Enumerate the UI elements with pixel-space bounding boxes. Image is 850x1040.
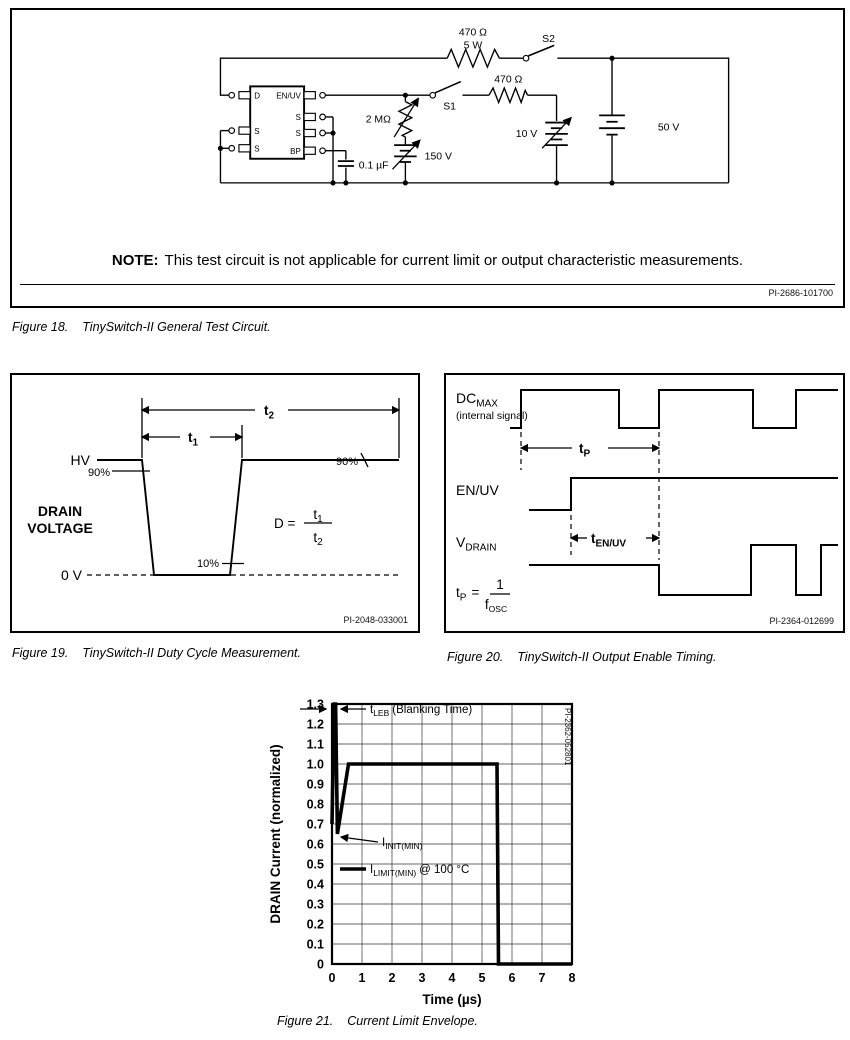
pin-label-s: S <box>295 113 301 123</box>
resistor-470ohm-5w <box>447 49 499 67</box>
switch-s1 <box>430 82 461 98</box>
t2-label: $t_2$ <box>264 403 275 422</box>
pin-label-s: S <box>295 129 301 139</box>
pi-number: PI-2048-033001 <box>343 615 408 625</box>
y-tick-label: 1.1 <box>306 737 324 752</box>
note-label: NOTE: <box>111 252 159 269</box>
y-tick-label: 0.8 <box>306 797 324 812</box>
zero-volt-label: 0 V <box>60 567 82 583</box>
t1-label: $t_1$ <box>188 430 199 449</box>
resistor-470ohm <box>489 88 528 102</box>
label-470ohm-5w: 470 Ω <box>458 27 487 39</box>
label-2mohm: 2 MΩ <box>365 114 391 126</box>
x-tick-label: 5 <box>478 971 486 985</box>
caption-number: Figure 19. <box>12 646 69 660</box>
figure21-caption <box>277 1014 478 1028</box>
svg-text:1: 1 <box>496 577 504 592</box>
duty-cycle-formula <box>274 507 332 548</box>
y-tick-label: 0.6 <box>306 837 324 852</box>
chart-annotations <box>300 704 572 878</box>
x-tick-label: 2 <box>388 971 396 985</box>
hv-label: HV <box>70 452 90 468</box>
y-tick-label: 0.3 <box>306 897 324 912</box>
iinit-annotation: $I_{INIT(MIN)}$ <box>382 837 423 851</box>
tinyswitch-ic <box>229 86 325 158</box>
chart-tick-labels <box>307 698 576 986</box>
timing-measurement-lines <box>142 398 399 458</box>
tp-label: $t_P$ <box>579 441 591 460</box>
figure19-waveform <box>12 375 418 631</box>
figure20-timing-diagram <box>446 375 843 631</box>
iinit-arrow <box>341 837 378 842</box>
legend-label: $I_{LIMIT(MIN)}$ @ 100 °C <box>370 864 470 878</box>
vdrain-label: $V_{DRAIN}$ <box>456 534 497 554</box>
pi-number: PI-2364-012699 <box>769 616 834 626</box>
x-tick-label: 1 <box>358 971 366 985</box>
enuv-trace <box>529 478 838 510</box>
figure20-timing-box <box>444 373 845 633</box>
pi-number: PI-2686-101700 <box>768 288 833 298</box>
x-axis-title: Time (µs) <box>422 992 482 1007</box>
y-tick-label: 1.0 <box>306 757 324 772</box>
source-10v-variable <box>542 118 571 149</box>
x-tick-label: 0 <box>328 971 336 985</box>
y-tick-label: 0.9 <box>306 777 324 792</box>
caption-text: TinySwitch-II Duty Cycle Measurement. <box>82 646 301 660</box>
figure21-current-limit-chart <box>262 692 597 1014</box>
pct10-label: 10% <box>196 558 219 570</box>
tp-formula <box>456 577 510 614</box>
figure18-note <box>12 252 843 269</box>
y-tick-label: 0.1 <box>306 937 324 952</box>
label-5w: 5 W <box>463 40 483 52</box>
x-tick-label: 8 <box>568 971 576 985</box>
y-tick-label: 1.3 <box>306 697 324 712</box>
x-tick-label: 7 <box>538 971 546 985</box>
caption-text: TinySwitch-II Output Enable Timing. <box>517 650 717 664</box>
pin-label-s: S <box>254 126 260 136</box>
caption-text: TinySwitch-II General Test Circuit. <box>82 320 271 334</box>
x-tick-label: 3 <box>418 971 426 985</box>
y-tick-label: 0.2 <box>306 917 324 932</box>
label-50v: 50 V <box>657 122 680 134</box>
figure18-circuit-diagram <box>12 10 843 248</box>
vdrain-trace <box>529 545 838 595</box>
caption-number: Figure 21. <box>277 1014 334 1028</box>
pin-label-enuv: EN/UV <box>276 91 301 101</box>
divider <box>20 284 835 285</box>
y-tick-label: 0.4 <box>306 877 324 892</box>
caption-number: Figure 18. <box>12 320 69 334</box>
y-axis-title: DRAIN Current (normalized) <box>268 744 283 924</box>
source-50v-battery <box>599 115 625 134</box>
figure18-test-circuit-box <box>10 8 845 308</box>
label-s2: S2 <box>542 34 555 46</box>
enuv-label: EN/UV <box>456 482 499 498</box>
pi-number: PI-2362-052801 <box>563 708 572 766</box>
svg-text:tP=: $t_P$ = <box>456 585 480 604</box>
y-tick-label: 1.2 <box>306 717 324 732</box>
x-tick-label: 4 <box>448 971 456 985</box>
source-150v-variable <box>393 140 420 169</box>
drain-voltage-trace <box>97 460 399 575</box>
pct90-right-label: 90% <box>335 456 358 468</box>
caption-number: Figure 20. <box>447 650 504 664</box>
y-tick-label: 0 <box>317 957 324 972</box>
note-text: This test circuit is not applicable for current limit or output characteristic measurements. <box>164 252 744 269</box>
pin-label-s: S <box>254 144 260 154</box>
svg-text:t1: $t_1$ <box>313 507 323 525</box>
svg-text:t2: $t_2$ <box>313 530 323 548</box>
figure19-caption <box>12 646 301 660</box>
label-10v: 10 V <box>515 129 538 141</box>
pin-label-d: D <box>254 91 261 101</box>
figure19-duty-cycle-box <box>10 373 420 633</box>
drain-label-line2: VOLTAGE <box>27 520 93 536</box>
y-tick-label: 0.5 <box>306 857 324 872</box>
tenuv-label: $t_{EN/UV}$ <box>591 531 627 550</box>
chart-gridlines <box>332 704 572 964</box>
caption-text: Current Limit Envelope. <box>347 1014 478 1028</box>
figure18-caption <box>12 320 271 334</box>
drain-label-line1: DRAIN <box>37 503 83 519</box>
y-tick-label: 0.7 <box>306 817 324 832</box>
svg-text:fOSC: $f_{OSC}$ <box>484 597 508 614</box>
svg-text:D =: D = <box>274 516 296 531</box>
label-150v: 150 V <box>424 151 452 163</box>
capacitor-0p1uf <box>338 161 354 166</box>
label-470ohm: 470 Ω <box>494 74 523 86</box>
dcmax-label: $DC_{MAX}$ <box>456 390 498 410</box>
x-tick-label: 6 <box>508 971 516 985</box>
dcmax-trace <box>510 390 838 428</box>
pct90-left-label: 90% <box>87 467 110 479</box>
switch-s2 <box>523 45 554 61</box>
figure20-caption <box>447 650 716 664</box>
pin-label-bp: BP <box>290 146 301 156</box>
internal-signal-label: (internal signal) <box>456 410 528 422</box>
variable-arrow <box>394 98 418 137</box>
label-0p1uf: 0.1 µF <box>358 160 389 172</box>
tleb-annotation: $t_{LEB}$ (Blanking Time) <box>370 704 473 718</box>
label-s1: S1 <box>443 101 457 113</box>
